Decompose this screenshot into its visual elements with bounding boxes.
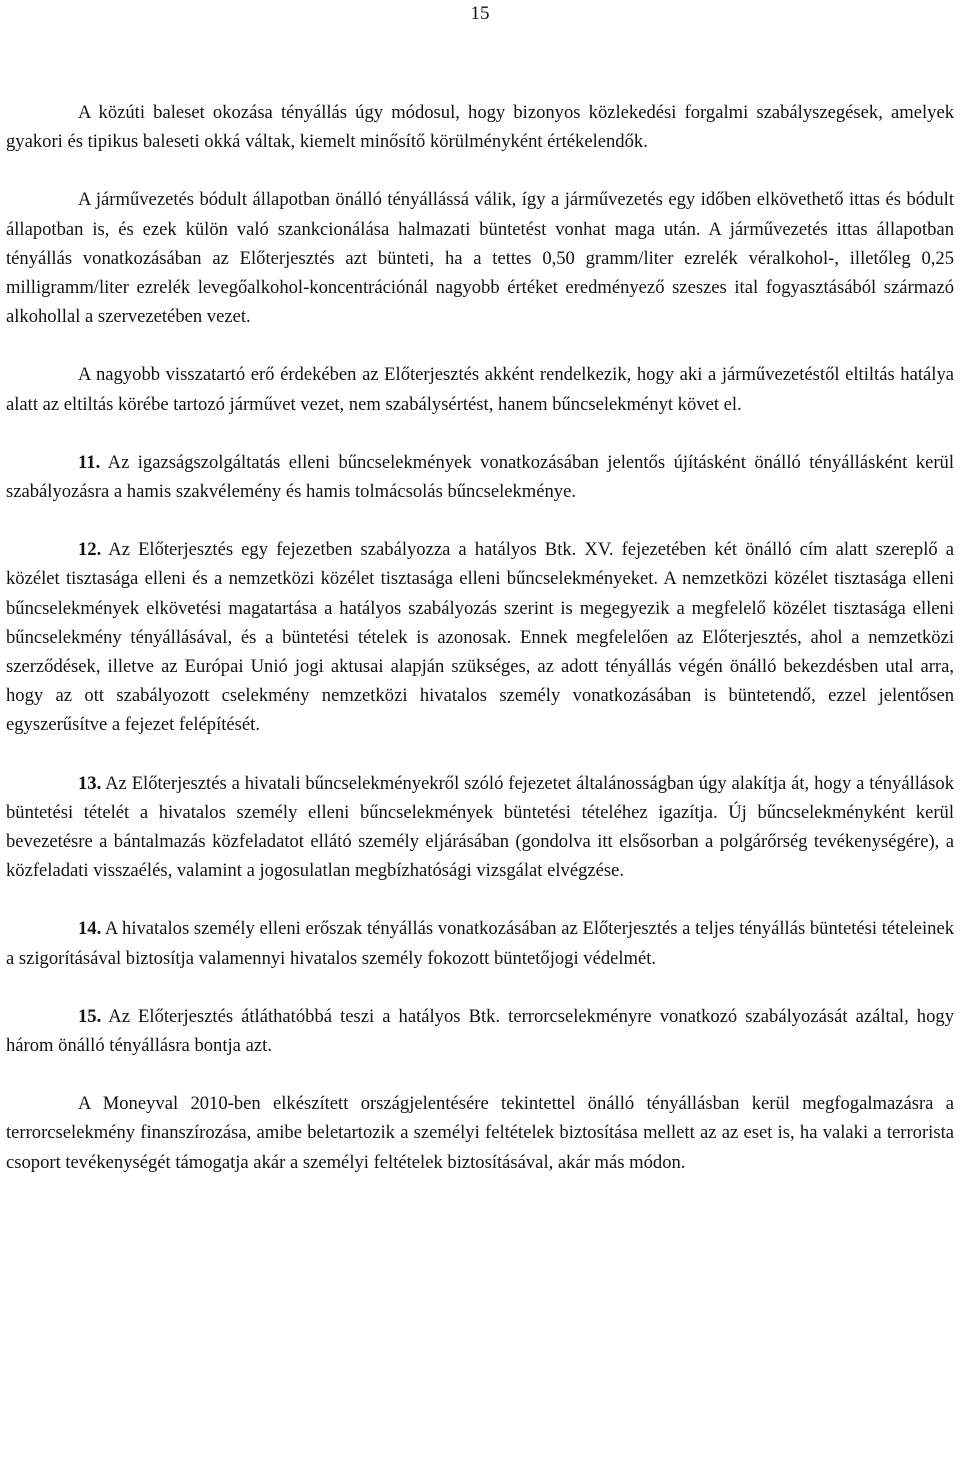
paragraph-text: Az Előterjesztés egy fejezetben szabályozza a hatályos Btk. XV. fejezetében két önálló cím alatt szereplő a közélet tisztasága elleni és a nemzetközi közélet tisztasága elleni bűncselekményeket. A nemzetközi közélet tisztasága elleni bűncselekmények elkövetési magatartása a hatályos szabályozás szerint is megegyezik a megfelelő közélet tisztasága elleni bűncselekmény tényállásával, és a büntetési tételek is azonosak. Ennek megfelelően az Előterjesztés, ahol a nemzetközi szerződések, illetve az Európai Unió jogi aktusai alapján szükséges, az adott tényállás végén önálló bekezdésben utal arra, hogy az ott szabályozott cselekmény nemzetközi hivatalos személy vonatkozásában is büntetendő, ezzel jelentősen egyszerűsítve a fejezet felépítését. [6, 539, 954, 736]
paragraph-text: A közúti baleset okozása tényállás úgy módosul, hogy bizonyos közlekedési forgalmi szabályszegések, amelyek gyakori és tipikus baleseti okká váltak, kiemelt minősítő körülményként értékelendők. [6, 102, 954, 153]
paragraph-text: Az Előterjesztés a hivatali bűncselekményekről szóló fejezetet általánosságban úgy alakítja át, hogy a tényállások büntetési tételét a hivatalos személy elleni bűncselekmények büntetési tételéhez igazítja. Új bűncselekményként kerül bevezetésre a bántalmazás közfeladatot ellátó személy eljárásában (gondolva itt elsősorban a polgárőrség tevékenységére), a közfeladati visszaélés, valamint a jogosulatlan megbízhatósági vizsgálat elvégzése. [6, 772, 954, 882]
paragraph-text: Az Előterjesztés átláthatóbbá teszi a hatályos Btk. terrorcselekményre vonatkozó szabályozását azáltal, hogy három önálló tényállásra bontja azt. [6, 1005, 954, 1057]
paragraph-number: 12. [78, 539, 102, 561]
paragraph-text: Az igazságszolgáltatás elleni bűncselekmények vonatkozásában jelentős újításként önálló tényállásként kerül szabályozásra a hamis szakvélemény és hamis tolmácsolás bűncselekménye. [6, 451, 954, 503]
document-body [6, 98, 954, 1206]
paragraph [6, 448, 954, 506]
paragraph-text: A nagyobb visszatartó erő érdekében az Előterjesztés akként rendelkezik, hogy aki a járművezetéstől eltiltás hatálya alatt az eltiltás körébe tartozó járművet vezet, nem szabálysértést, hanem bűncselekményt követ el. [6, 364, 954, 415]
paragraph-number: 15. [78, 1005, 102, 1027]
paragraph [6, 535, 954, 739]
paragraph [6, 769, 954, 886]
paragraph-number: 14. [78, 918, 102, 940]
paragraph [6, 1002, 954, 1060]
paragraph-number: 11. [78, 451, 101, 473]
paragraph-number: 13. [78, 772, 102, 794]
paragraph [6, 1089, 954, 1177]
paragraph [6, 914, 954, 972]
paragraph [6, 360, 954, 418]
paragraph-text: A járművezetés bódult állapotban önálló tényállássá válik, így a járművezetés egy időben elkövethető ittas és bódult állapotban is, és ezek külön való szankcionálása halmazati büntetést vonhat maga után. A járművezetés ittas állapotban tényállás vonatkozásában az Előterjesztés azt bünteti, ha a tettes 0,50 gramm/liter ezrelék véralkohol-, illetőleg 0,25 milligramm/liter ezrelék levegőalkohol-koncentrációnál nagyobb értéket eredményező szeszes ital fogyasztásából származó alkohollal a szervezetében vezet. [6, 189, 954, 328]
paragraph [6, 98, 954, 156]
paragraph-text: A Moneyval 2010-ben elkészített országjelentésére tekintettel önálló tényállásban kerül megfogalmazásra a terrorcselekmény finanszírozása, amibe beletartozik a személyi feltételek biztosítása mellett az az eset is, ha valaki a terrorista csoport tevékenységét támogatja akár a személyi feltételek biztosításával, akár más módon. [6, 1093, 954, 1173]
paragraph-text: A hivatalos személy elleni erőszak tényállás vonatkozásában az Előterjesztés a teljes tényállás büntetési tételeinek a szigorításával biztosítja valamennyi hivatalos személy fokozott büntetőjogi védelmét. [6, 918, 954, 969]
paragraph [6, 185, 954, 331]
page-number: 15 [470, 3, 490, 24]
